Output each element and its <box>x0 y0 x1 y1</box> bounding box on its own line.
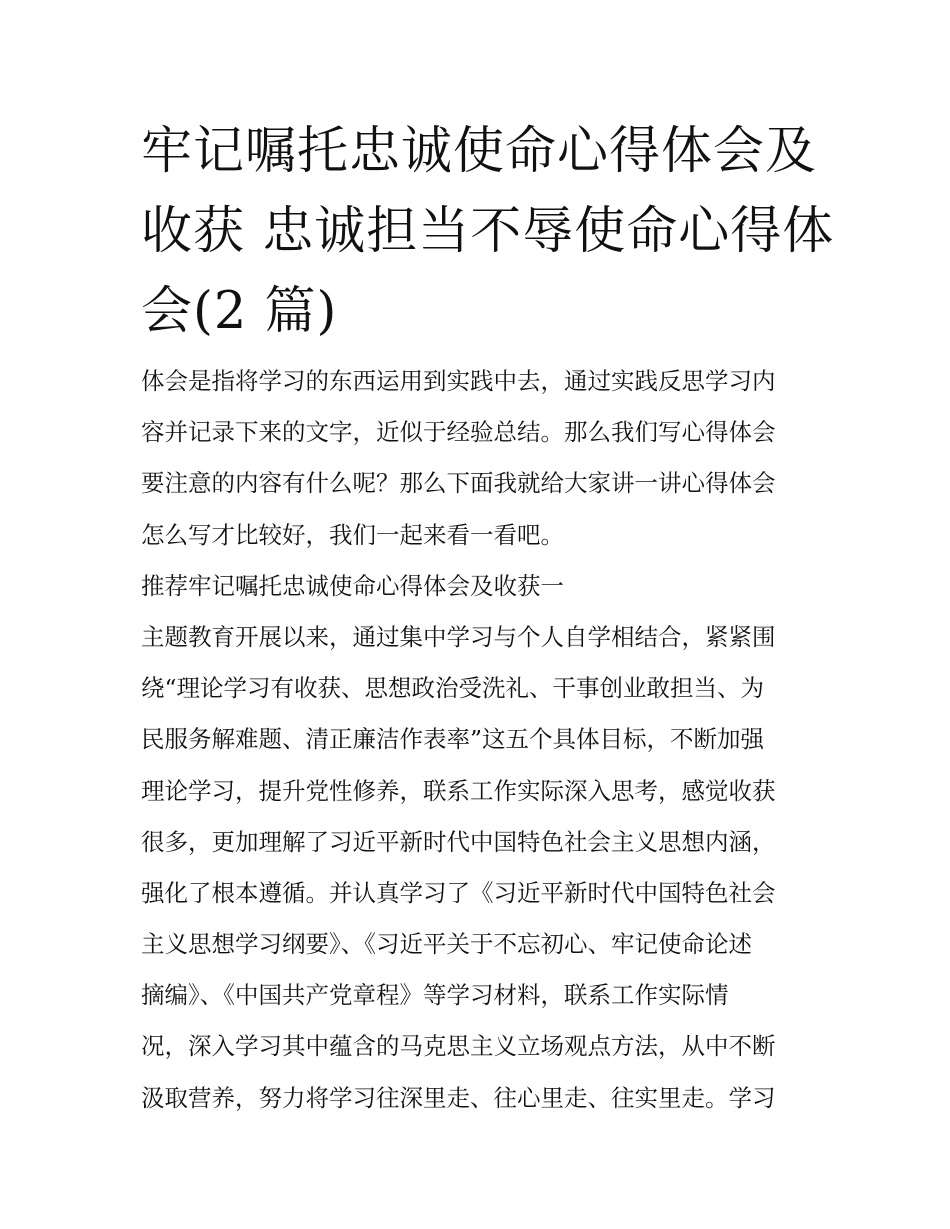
document-title <box>141 112 835 352</box>
section-heading: 推荐牢记嘱托忠诚使命心得体会及收获一 <box>141 571 564 600</box>
title-line: 会(2 篇) <box>141 282 338 341</box>
body-line: 摘编》、《中国共产党章程》等学习材料，联系工作实际情 <box>141 981 729 1010</box>
document-body <box>141 356 821 1124</box>
body-line: 主义思想学习纲要》、《习近平关于不忘初心、牢记使命论述 <box>141 930 752 959</box>
body-line: 绕“理论学习有收获、思想政治受洗礼、干事创业敢担当、为 <box>141 674 765 703</box>
body-line: 要注意的内容有什么呢？那么下面我就给大家讲一讲心得体会 <box>141 469 776 498</box>
body-line: 很多，更加理解了习近平新时代中国特色社会主义思想内涵， <box>141 827 776 856</box>
body-line: 主题教育开展以来，通过集中学习与个人自学相结合，紧紧围 <box>141 622 776 651</box>
title-line: 收获 忠诚担当不辱使命心得体 <box>141 202 835 261</box>
body-line: 怎么写才比较好，我们一起来看一看吧。 <box>141 520 564 549</box>
body-line: 民服务解难题、清正廉洁作表率”这五个具体目标，不断加强 <box>141 725 765 754</box>
body-line: 体会是指将学习的东西运用到实践中去，通过实践反思学习内 <box>141 367 776 395</box>
body-line: 况，深入学习其中蕴含的马克思主义立场观点方法，从中不断 <box>141 1032 776 1061</box>
body-line: 汲取营养，努力将学习往深里走、往心里走、往实里走。学习 <box>141 1083 776 1112</box>
body-line: 容并记录下来的文字，近似于经验总结。那么我们写心得体会 <box>141 418 776 447</box>
body-line: 强化了根本遵循。并认真学习了《习近平新时代中国特色社会 <box>141 878 776 907</box>
title-line: 牢记嘱托忠诚使命心得体会及 <box>141 122 818 181</box>
body-line: 理论学习，提升党性修养，联系工作实际深入思考，感觉收获 <box>141 776 776 805</box>
